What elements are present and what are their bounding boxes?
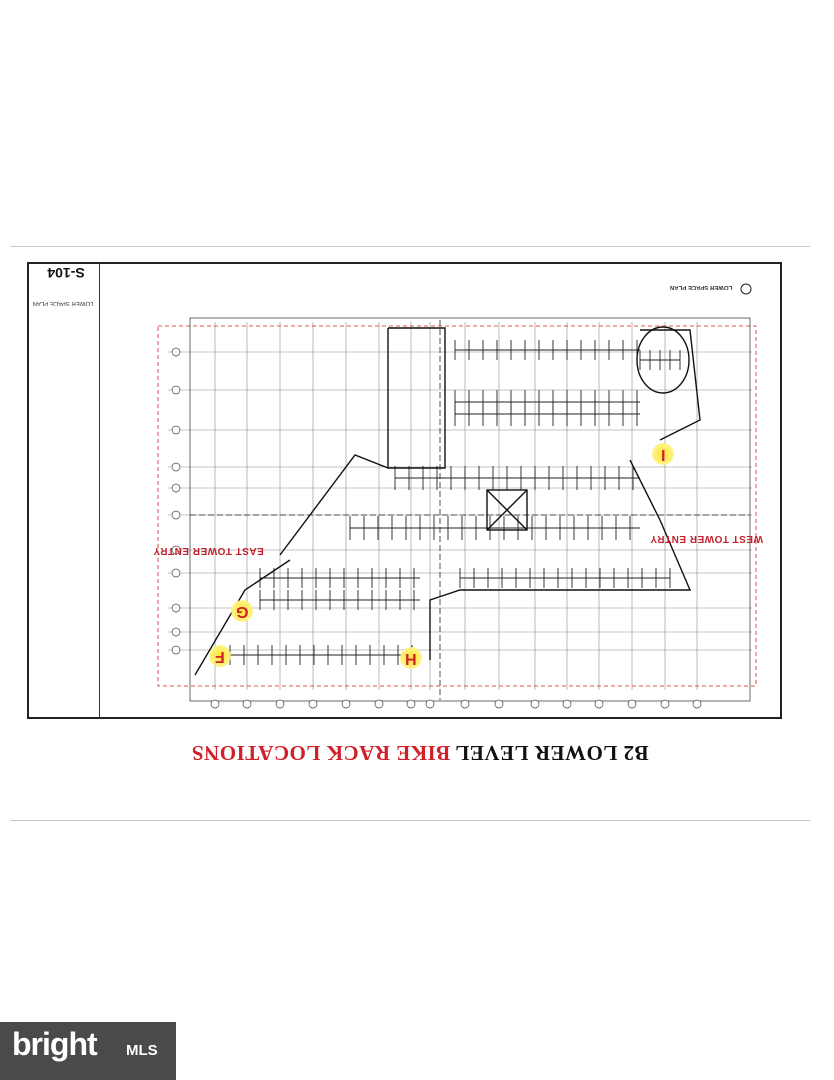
grid-col-bubble xyxy=(495,700,503,708)
watermark-mls: MLS xyxy=(126,1042,158,1059)
grid-col-bubble xyxy=(243,700,251,708)
plan-boundary xyxy=(190,318,750,701)
grid-col-bubble xyxy=(407,700,415,708)
bike-rack-marker-g: G xyxy=(231,600,253,622)
bike-rack-marker-f: F xyxy=(209,645,231,667)
grid-row-bubble xyxy=(172,511,180,519)
bike-rack-marker-h: H xyxy=(400,647,422,669)
grid-col-bubble xyxy=(595,700,603,708)
watermark-brand: bright xyxy=(12,1026,97,1062)
grid-row-bubble xyxy=(172,628,180,636)
grid-row-bubble xyxy=(172,484,180,492)
west-tower-entry-label: WEST TOWER ENTRY xyxy=(650,533,763,544)
grid-col-bubble xyxy=(426,700,434,708)
bike-rack-marker-i: I xyxy=(652,443,674,465)
grid-row-bubble xyxy=(172,463,180,471)
drawing-label: LOWER SPACE PLAN xyxy=(670,284,733,290)
grid-col-bubble xyxy=(661,700,669,708)
grid-row-bubble xyxy=(172,646,180,654)
parking-bays xyxy=(230,340,680,665)
grid-col-bubble xyxy=(276,700,284,708)
east-tower-entry-label: EAST TOWER ENTRY xyxy=(153,545,264,556)
grid-col-bubble xyxy=(628,700,636,708)
sheet-number: S-104 xyxy=(47,265,85,281)
grid-row-bubble xyxy=(172,569,180,577)
grid-col-bubble xyxy=(309,700,317,708)
page-title xyxy=(150,740,690,765)
drawing-label-bubble xyxy=(741,284,751,294)
east-ramp-wall xyxy=(280,455,388,555)
grid-row-bubble xyxy=(172,348,180,356)
grid-col-bubble xyxy=(375,700,383,708)
west-ramp-wall xyxy=(640,330,700,440)
title-highlight: BIKE RACK LOCATIONS xyxy=(191,741,451,765)
title-prefix: B2 LOWER LEVEL xyxy=(450,741,649,765)
west-entry-wall xyxy=(430,460,690,660)
grid-col-bubble xyxy=(461,700,469,708)
grid-col-bubble xyxy=(211,700,219,708)
grid-col-bubble xyxy=(693,700,701,708)
core-wall xyxy=(388,328,445,468)
grid-row-bubble xyxy=(172,426,180,434)
grid-row-bubble xyxy=(172,604,180,612)
grid-col-bubble xyxy=(531,700,539,708)
structure-lines xyxy=(190,318,750,701)
title-block-sheet-title: LOWER SPACE PLAN xyxy=(32,300,94,306)
grid-col-bubble xyxy=(563,700,571,708)
grid-row-bubble xyxy=(172,386,180,394)
column-grid xyxy=(168,322,752,690)
grid-col-bubble xyxy=(342,700,350,708)
